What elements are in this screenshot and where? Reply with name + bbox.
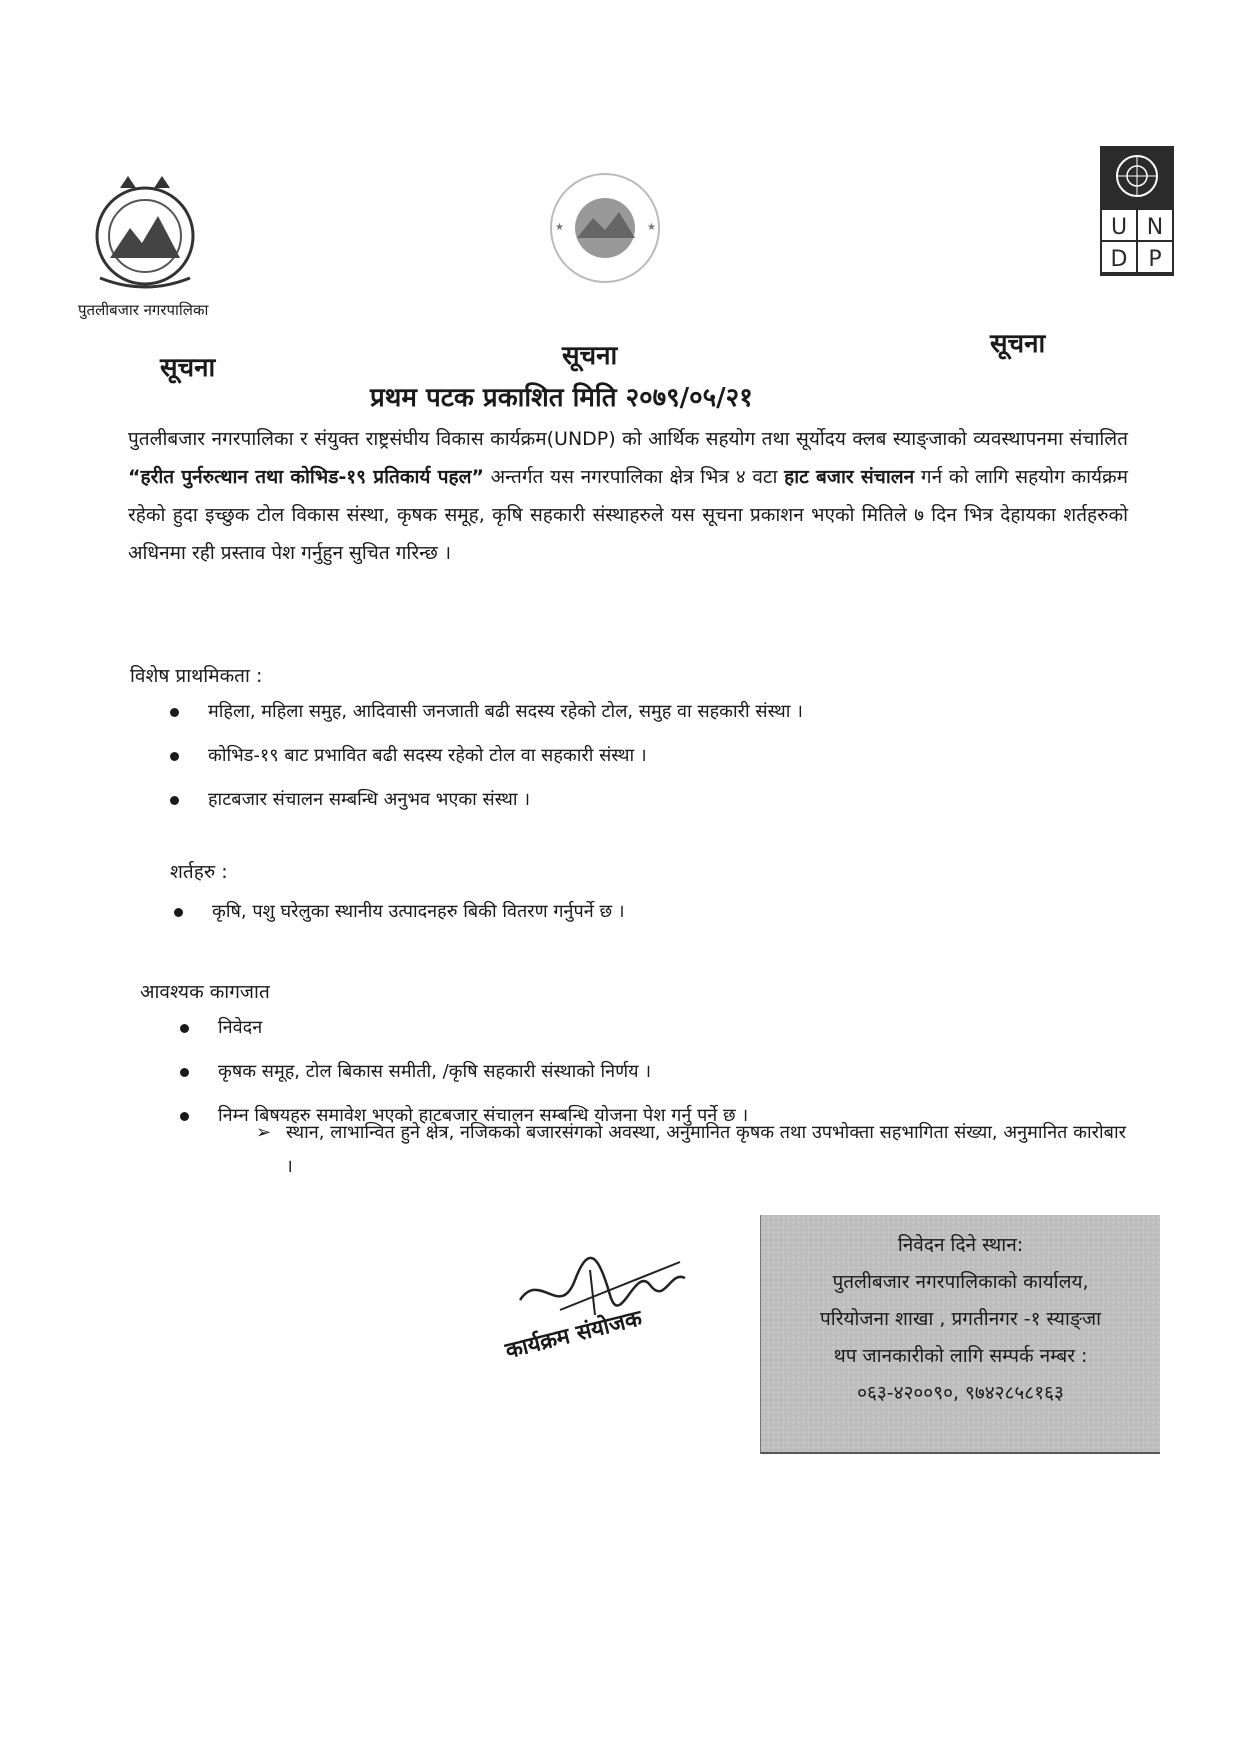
application-info-box [760, 1215, 1160, 1454]
nepal-emblem-icon [80, 168, 210, 298]
undp-logo [1100, 146, 1174, 276]
box-line: परियोजना शाखा , प्रगतीनगर -१ स्याङ्जा [820, 1308, 1101, 1330]
publication-date-line: प्रथम पटक प्रकाशित मिति २०७९/०५/२१ [370, 383, 753, 413]
list-item: हाटबजार संचालन सम्बन्धि अनुभव भएका संस्था । [168, 788, 1088, 812]
municipality-caption: पुतलीबजार नगरपालिका [78, 301, 209, 319]
un-emblem-icon [1100, 146, 1174, 276]
signature [500, 1240, 720, 1380]
undp-letter: D [1110, 247, 1128, 272]
list-item: कोभिड-१९ बाट प्रभावित बढी सदस्य रहेको टोल वा सहकारी संस्था । [168, 744, 1088, 768]
intro-paragraph [128, 420, 1128, 572]
box-line: पुतलीबजार नगरपालिकाको कार्यालय, [832, 1271, 1089, 1293]
undp-letter: N [1146, 215, 1164, 240]
box-heading: निवेदन दिने स्थान: [897, 1234, 1024, 1256]
list-item: कृषि, पशु घरेलुका स्थानीय उत्पादनहरु बिकी वितरण गर्नुपर्ने छ । [172, 900, 1072, 924]
club-seal [545, 168, 665, 288]
notice-word-center: सूचना [562, 341, 618, 371]
conditions-list [172, 900, 1072, 944]
notice-word-left: सूचना [160, 353, 216, 383]
intro-text: गर्न को लागि सहयोग कार्यक्रम रहेको हुदा इच्छुक टोल विकास संस्था, कृषक समूह, कृषि सहकारी संस्थाहरुले यस सूचना प्रकाशन भएको मितिले ७ दिन भित्र देहायका शर्तहरुको अधिनमा रही प्रस्ताव पेश गर्नुहुन सुचित गरिन्छ । [128, 466, 1128, 564]
arrow-bullet-icon: ➢ [256, 1122, 272, 1143]
svg-text:★: ★ [555, 222, 564, 233]
program-name: “हरीत पुर्नरुत्थान तथा कोभिड-१९ प्रतिकार्य पहल” [128, 466, 484, 488]
market-operation: हाट बजार संचालन [784, 466, 915, 488]
intro-text: अन्तर्गत यस नगरपालिका क्षेत्र भित्र ४ वटा [483, 466, 785, 488]
notice-word-right: सूचना [990, 329, 1046, 359]
intro-text: पुतलीबजार नगरपालिका र संयुक्त राष्ट्रसंघीय विकास कार्यक्रम(UNDP) को आर्थिक सहयोग तथा सूर्योदय क्लब स्याङ्जाको व्यवस्थापनमा संचालित [128, 428, 1128, 450]
sub-item-text: स्थान, लाभान्वित हुने क्षेत्र, नजिकको बजारसंगको अवस्था, अनुमानित कृषक तथा उपभोक्ता सहभागिता संख्या, अनुमानित कारोबार । [286, 1122, 1126, 1177]
undp-letter: P [1148, 247, 1162, 272]
documents-sub-item [256, 1116, 1136, 1184]
priority-heading: विशेष प्राथमिकता : [130, 665, 263, 687]
list-item: महिला, महिला समुह, आदिवासी जनजाती बढी सदस्य रहेको टोल, समुह वा सहकारी संस्था । [168, 700, 1088, 724]
svg-text:★: ★ [647, 222, 656, 233]
signature-stamp-text: कार्यक्रम संयोजक [502, 1306, 645, 1365]
box-line: थप जानकारीको लागि सम्पर्क नम्बर : [833, 1345, 1088, 1367]
documents-heading: आवश्यक कागजात [140, 981, 270, 1003]
contact-numbers: ०६३-४२००९०, ९७४२८५८१६३ [857, 1382, 1064, 1404]
list-item: निम्न बिषयहरु समावेश भएको हाटबजार संचालन सम्बन्धि योजना पेश गर्नु पर्ने छ । [178, 1104, 1098, 1128]
municipality-seal [80, 168, 210, 298]
list-item: निवेदन [178, 1016, 1098, 1040]
undp-letter: U [1110, 215, 1128, 240]
conditions-heading: शर्तहरु : [170, 861, 228, 883]
list-item: कृषक समूह, टोल बिकास समीती, /कृषि सहकारी संस्थाको निर्णय । [178, 1060, 1098, 1084]
priority-list [168, 700, 1088, 832]
club-logo-icon [545, 168, 665, 288]
